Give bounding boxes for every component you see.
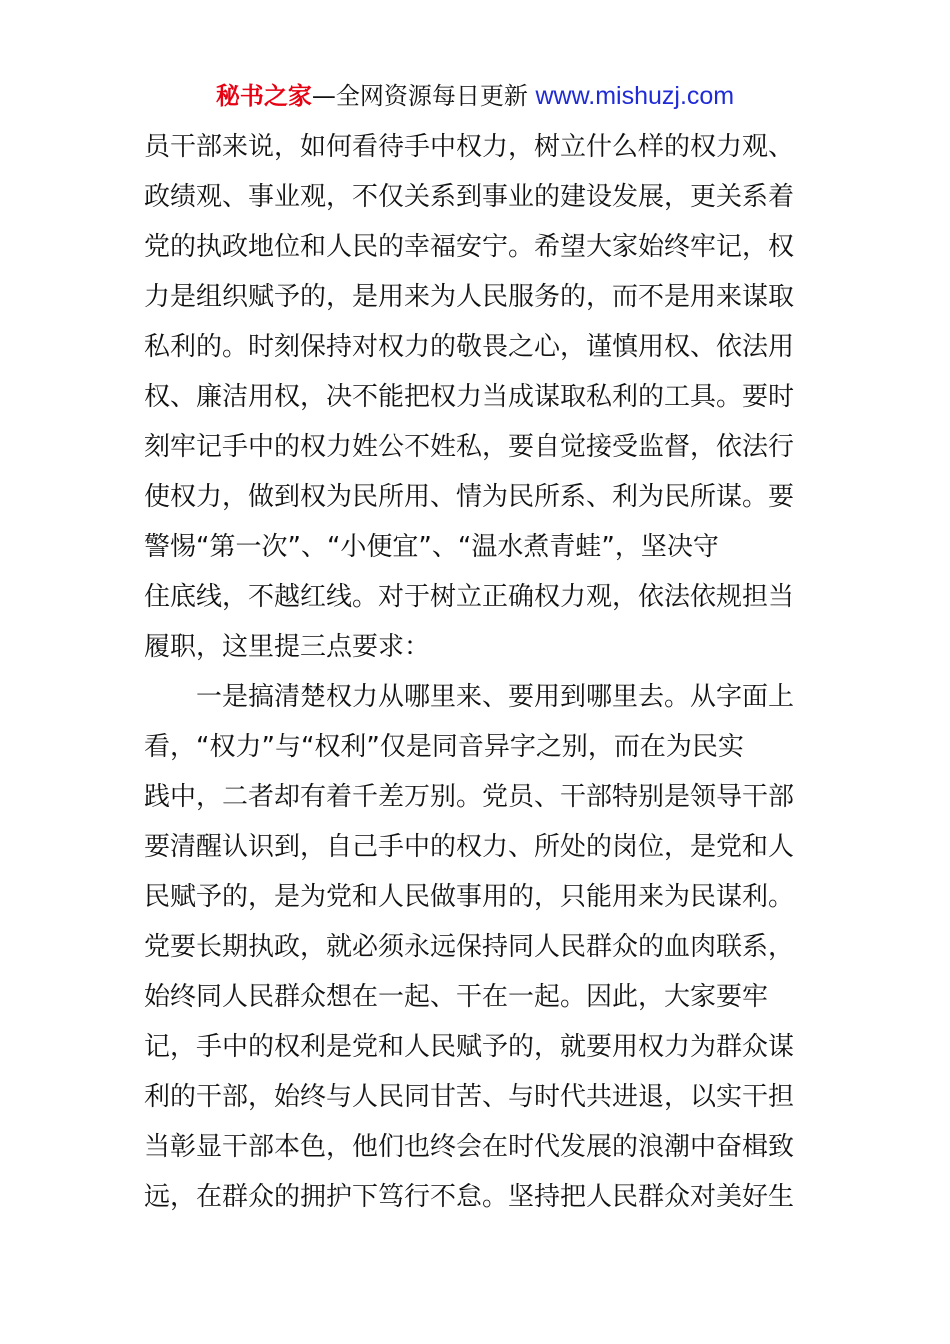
document-body [144,122,808,1222]
text-line: 践中，二者却有着千差万别。党员、干部特别是领导干部 [144,782,795,812]
text-line: 当彰显干部本色，他们也终会在时代发展的浪潮中奋楫致 [144,1132,795,1162]
text-line: 住底线，不越红线。对于树立正确权力观，依法依规担当 [144,582,795,612]
text-line: 员干部来说，如何看待手中权力，树立什么样的权力观、 [144,132,795,162]
text-line: 始终同人民群众想在一起、干在一起。因此，大家要牢 [144,982,769,1012]
text-line: 党要长期执政，就必须永远保持同人民群众的血肉联系， [144,932,795,962]
text-line: 刻牢记手中的权力姓公不姓私，要自觉接受监督，依法行 [144,432,795,462]
text-line: 记，手中的权利是党和人民赋予的，就要用权力为群众谋 [144,1032,795,1062]
header-url-link[interactable]: www.mishuzj.com [535,82,735,110]
text-line: 看，“权力”与“权利”仅是同音异字之别，而在为民实 [144,732,744,762]
text-line: 履职，这里提三点要求： [144,632,431,662]
header-brand: 秘书之家 [215,82,312,110]
text-line: 警惕“第一次”、“小便宜”、“温水煮青蛙”，坚决守 [144,532,719,562]
text-line: 政绩观、事业观，不仅关系到事业的建设发展，更关系着 [144,182,795,212]
text-line: 党的执政地位和人民的幸福安宁。希望大家始终牢记，权 [144,232,795,262]
text-line: 利的干部，始终与人民同甘苦、与时代共进退，以实干担 [144,1082,795,1112]
text-line: 远，在群众的拥护下笃行不怠。坚持把人民群众对美好生 [144,1182,795,1212]
paragraph-start-line: 一是搞清楚权力从哪里来、要用到哪里去。从字面上 [196,682,795,712]
text-line: 要清醒认识到，自己手中的权力、所处的岗位，是党和人 [144,832,795,862]
header-tagline: —全网资源每日更新 [311,82,536,110]
text-line: 民赋予的，是为党和人民做事用的，只能用来为民谋利。 [144,882,795,912]
text-line: 权、廉洁用权，决不能把权力当成谋取私利的工具。要时 [144,382,795,412]
text-line: 使权力，做到权为民所用、情为民所系、利为民所谋。要 [144,482,795,512]
text-line: 私利的。时刻保持对权力的敬畏之心，谨慎用权、依法用 [144,332,795,362]
page-header [0,80,950,112]
text-line: 力是组织赋予的，是用来为人民服务的，而不是用来谋取 [144,282,795,312]
